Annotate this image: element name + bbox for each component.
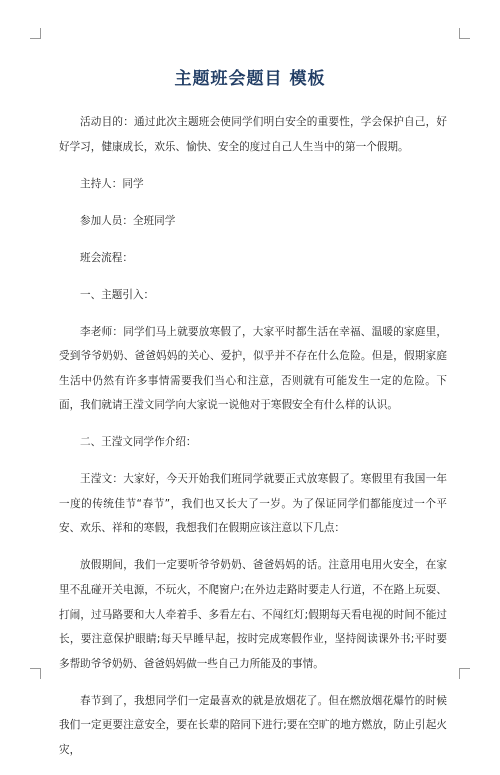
paragraph-participants: 参加人员：全班同学 xyxy=(80,214,176,227)
document-title: 主题班会题目 模板 xyxy=(174,69,326,89)
paragraph-holiday-safety: 放假期间，我们一定要听爷爷奶奶、爸爸妈妈的话。注意用电用火安全，在家里不乱碰开关电源，不玩火，不爬窗户;在外边走路时要走人行道，不在路上玩耍、打闹，过马路要和大人牵着手、多看左右、不闯红灯;假期每天看电视的时间不能过长，要注意保护眼睛;每天早睡早起，按时完成寒假作业，坚持阅读课外书;平时要多帮助爷爷奶奶、爸爸妈妈做一些自己力所能及的事情。 xyxy=(59,559,447,670)
paragraph-section-1-heading: 一、主题引入： xyxy=(80,288,155,301)
paragraph-teacher-intro: 李老师：同学们马上就要放寒假了，大家平时都生活在幸福、温暖的家庭里，受到爷爷奶奶、爸爸妈妈的关心、爱护，似乎并不存在什么危险。但是，假期家庭生活中仍然有许多事情需要我们当心和注意，否则就有可能发生一定的危险。下面，我们就请王滢文同学向大家说一说他对于寒假安全有什么样的认识。 xyxy=(59,325,447,412)
paragraph-student-speech: 王滢文：大家好，今天开始我们班同学就要正式放寒假了。寒假里有我国一年一度的传统佳节“春节”，我们也又长大了一岁。为了保证同学们都能度过一个平安、欢乐、祥和的寒假，我想我们在假期应该注意以下几点： xyxy=(59,473,447,535)
paragraph-fireworks-safety: 春节到了，我想同学们一定最喜欢的就是放烟花了。但在燃放烟花爆竹的时候我们一定更要注意安全，要在长辈的陪同下进行;要在空旷的地方燃放，防止引起火灾， xyxy=(59,694,447,756)
crop-mark-bottom-left xyxy=(30,668,41,679)
paragraph-process-heading: 班会流程： xyxy=(80,251,133,264)
crop-mark-top-left xyxy=(30,28,41,39)
paragraph-purpose: 活动目的：通过此次主题班会使同学们明白安全的重要性，学会保护自己，好好学习，健康成长，欢乐、愉快、安全的度过自己人生当中的第一个假期。 xyxy=(59,116,447,153)
document-body xyxy=(59,110,447,775)
crop-mark-bottom-right xyxy=(459,668,470,679)
crop-mark-top-right xyxy=(459,28,470,39)
paragraph-host: 主持人：同学 xyxy=(80,177,144,190)
paragraph-section-2-heading: 二、王滢文同学作介绍： xyxy=(80,436,197,449)
